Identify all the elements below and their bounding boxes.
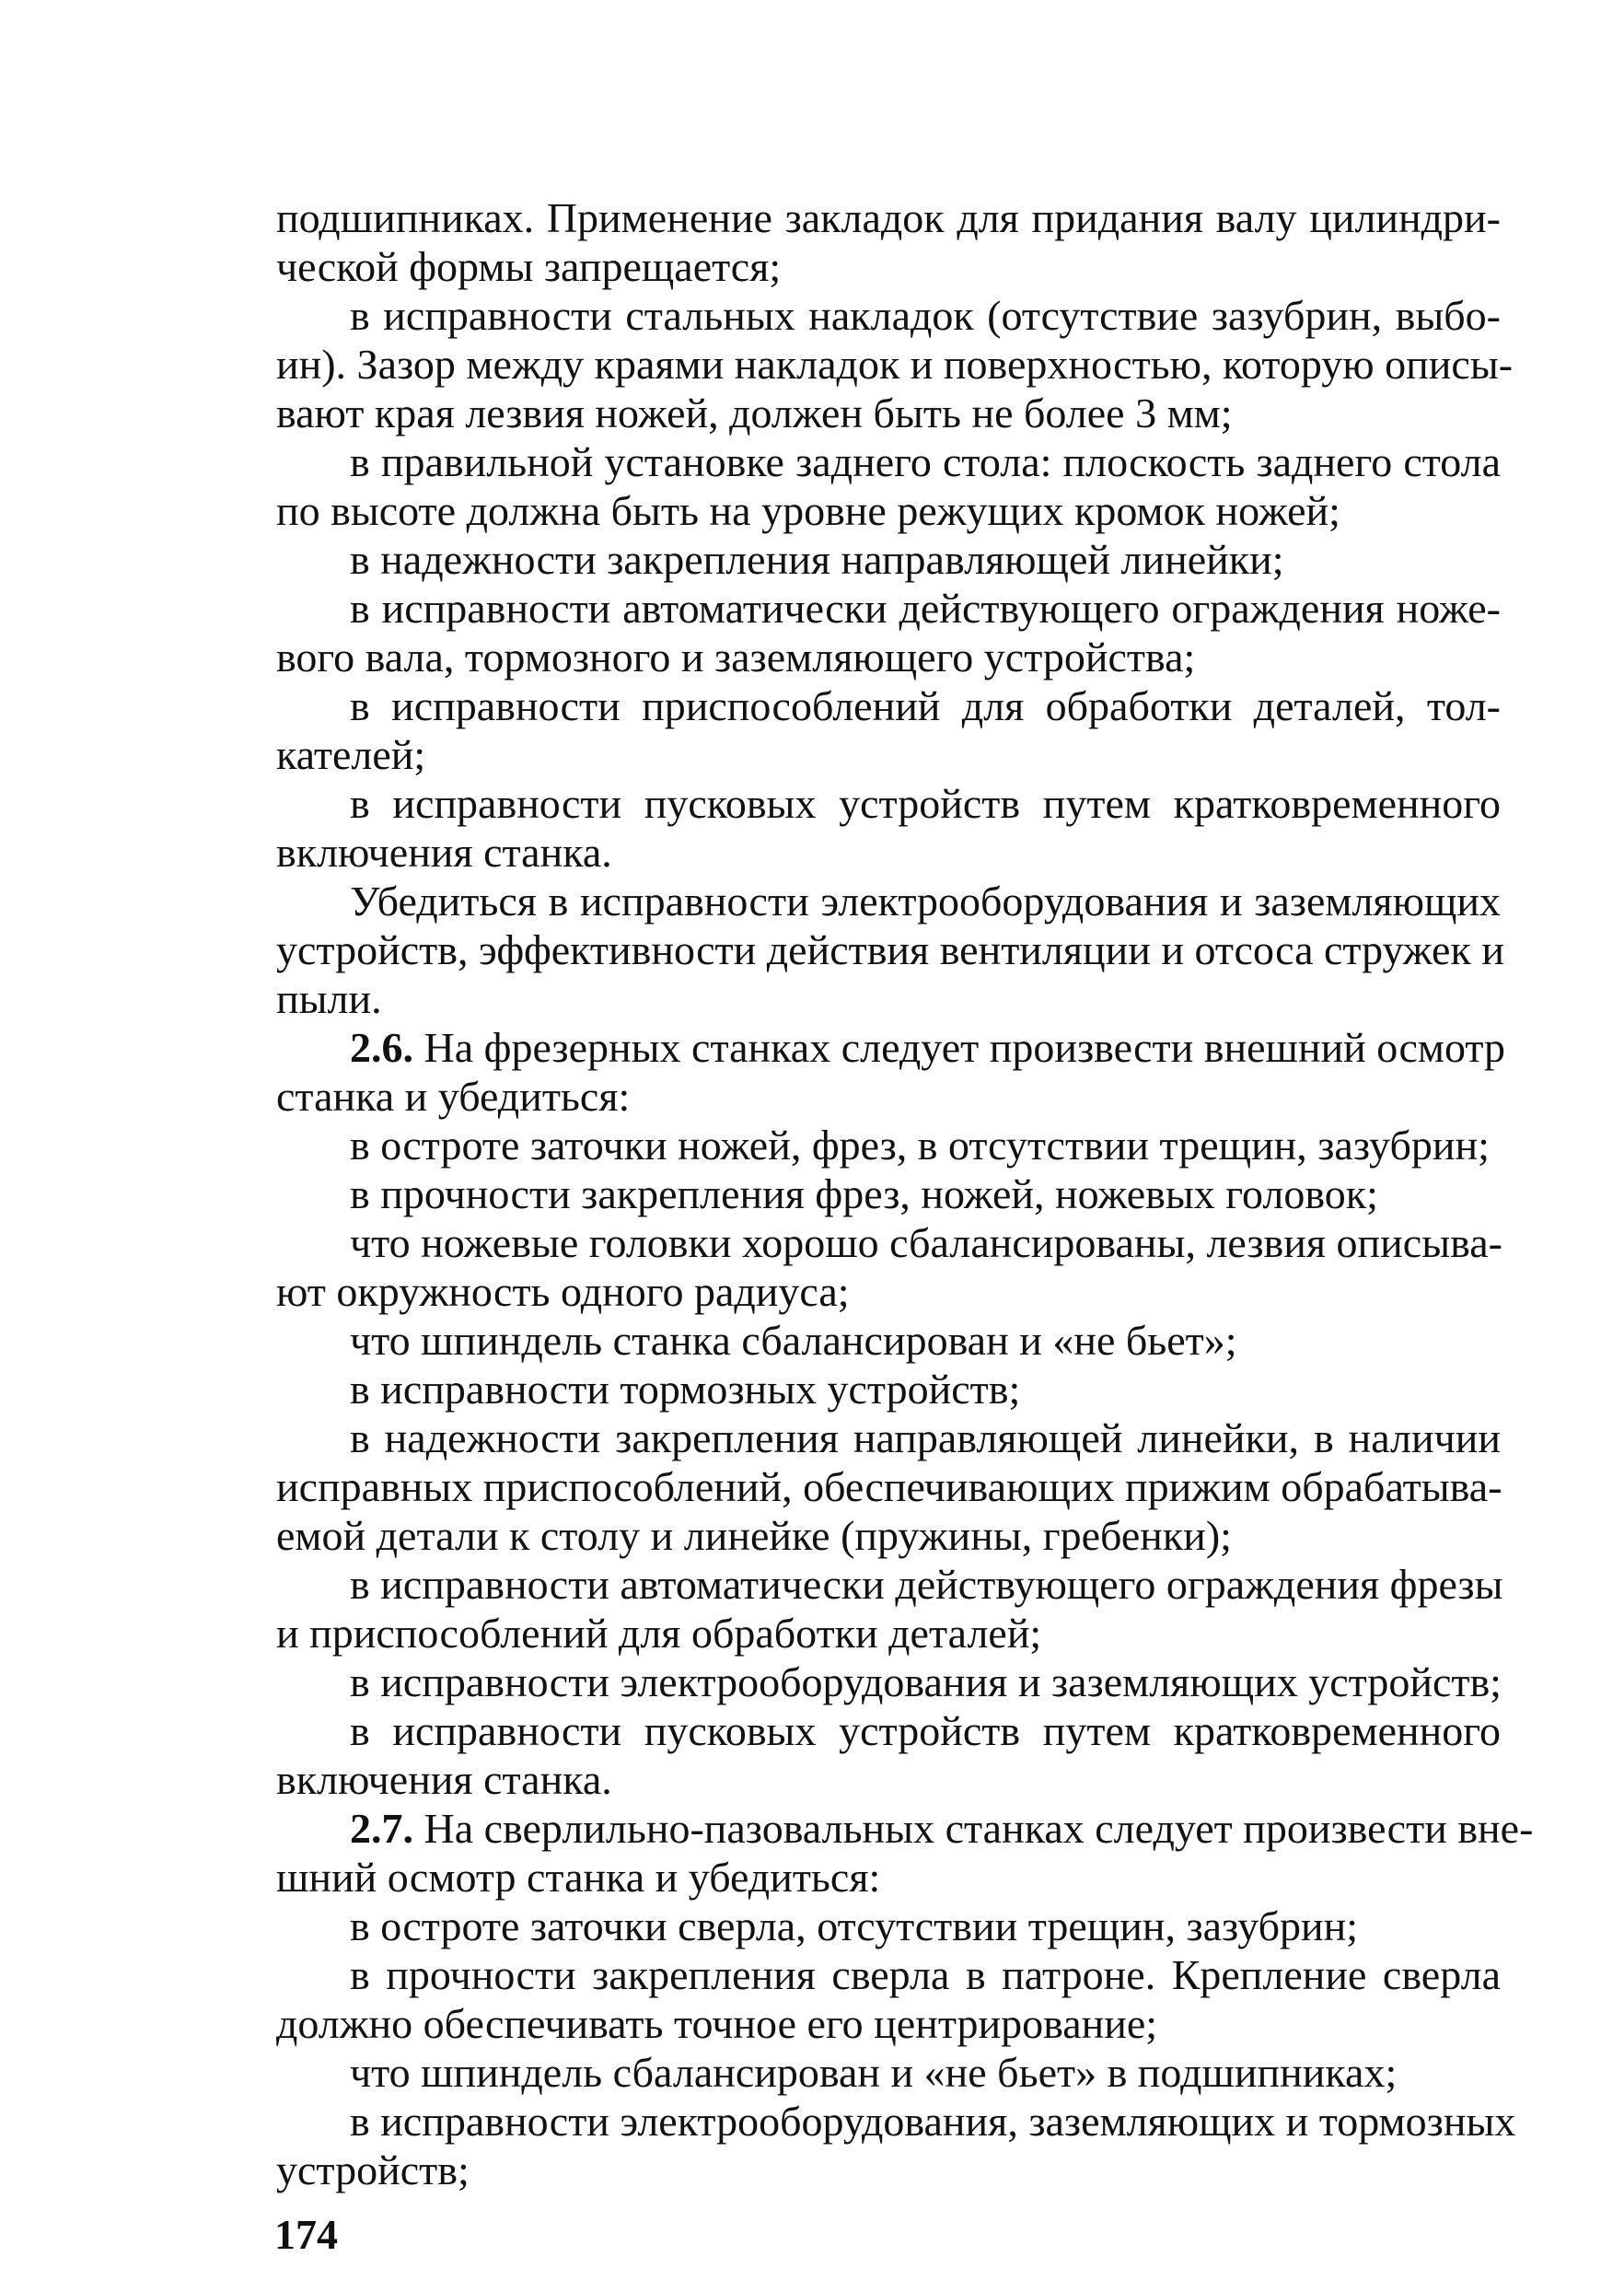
text-line: вого вала, тормозного и заземляющего устройства; (276, 634, 1196, 681)
text-line: ческой формы запрещается; (276, 243, 782, 290)
text-line: в исправности приспособлений для обработки деталей, тол- (350, 682, 1501, 729)
text-line: в исправности электрооборудования и заземляющих устройств; (350, 1658, 1502, 1705)
text-line: в остроте заточки ножей, фрез, в отсутствии трещин, зазубрин; (350, 1122, 1490, 1169)
text-line: шний осмотр станка и убедиться: (276, 1854, 881, 1901)
text-line: в исправности автоматически действующего ограждения фрезы (350, 1561, 1503, 1608)
text-line: подшипниках. Применение закладок для придания валу цилиндри- (276, 194, 1501, 241)
text-line: ин). Зазор между краями накладок и поверхностью, которую описы- (276, 341, 1514, 388)
text-line: На сверлильно-пазовальных станках следует произвести вне- (423, 1805, 1534, 1852)
text-line: в исправности пусковых устройств путем кратковременного (350, 1707, 1501, 1754)
text-line: На фрезерных станках следует произвести внешний осмотр (423, 1024, 1506, 1071)
text-line: в правильной установке заднего стола: плоскость заднего стола (350, 438, 1501, 485)
text-line: устройств, эффективности действия вентиляции и отсоса стружек и (276, 926, 1504, 973)
text-line: Убедиться в исправности электрооборудования и заземляющих (350, 878, 1501, 925)
section-line (350, 1804, 1534, 1854)
text-line: включения станка. (276, 829, 612, 876)
text-line: устройств; (276, 2146, 470, 2193)
text-line: в исправности стальных накладок (отсутствие зазубрин, выбо- (350, 292, 1501, 339)
section-number: 2.6. (350, 1024, 413, 1071)
text-line: в надежности закрепления направляющей линейки; (350, 536, 1284, 583)
text-line: по высоте должна быть на уровне режущих кромок ножей; (276, 487, 1340, 534)
text-line: и приспособлений для обработки деталей; (276, 1610, 1042, 1657)
text-line: станка и убедиться: (276, 1073, 631, 1120)
text-line: в исправности автоматически действующего ограждения ноже- (350, 585, 1501, 632)
text-line: в прочности закрепления фрез, ножей, ножевых головок; (350, 1170, 1378, 1217)
section-number: 2.7. (350, 1805, 413, 1852)
text-line: исправных приспособлений, обеспечивающих прижим обрабатыва- (276, 1463, 1502, 1510)
text-line: что ножевые головки хорошо сбалансированы, лезвия описыва- (350, 1219, 1502, 1266)
text-line: в надежности закрепления направляющей линейки, в наличии (350, 1414, 1501, 1461)
text-line: включения станка. (276, 1756, 612, 1803)
page-number: 174 (274, 2211, 338, 2258)
text-line: ют окружность одного радиуса; (276, 1268, 850, 1315)
text-line: вают края лезвия ножей, должен быть не более 3 мм; (276, 390, 1233, 436)
text-line: в исправности тормозных устройств; (350, 1366, 1021, 1413)
text-line: должно обеспечивать точное его центрирование; (276, 2000, 1158, 2047)
text-line: что шпиндель станка сбалансирован и «не бьет»; (350, 1317, 1237, 1364)
text-line: пыли. (276, 975, 382, 1022)
text-line: емой детали к столу и линейке (пружины, гребенки); (276, 1512, 1232, 1559)
section-line (350, 1023, 1506, 1073)
text-line: в прочности закрепления сверла в патроне. Крепление сверла (350, 1951, 1501, 1998)
text-line: в исправности электрооборудования, заземляющих и тормозных (350, 2098, 1516, 2145)
text-line: в исправности пусковых устройств путем кратковременного (350, 780, 1501, 827)
text-line: кателей; (276, 731, 426, 778)
text-line: в остроте заточки сверла, отсутствии трещин, зазубрин; (350, 1902, 1359, 1949)
text-line: что шпиндель сбалансирован и «не бьет» в подшипниках; (350, 2049, 1398, 2096)
